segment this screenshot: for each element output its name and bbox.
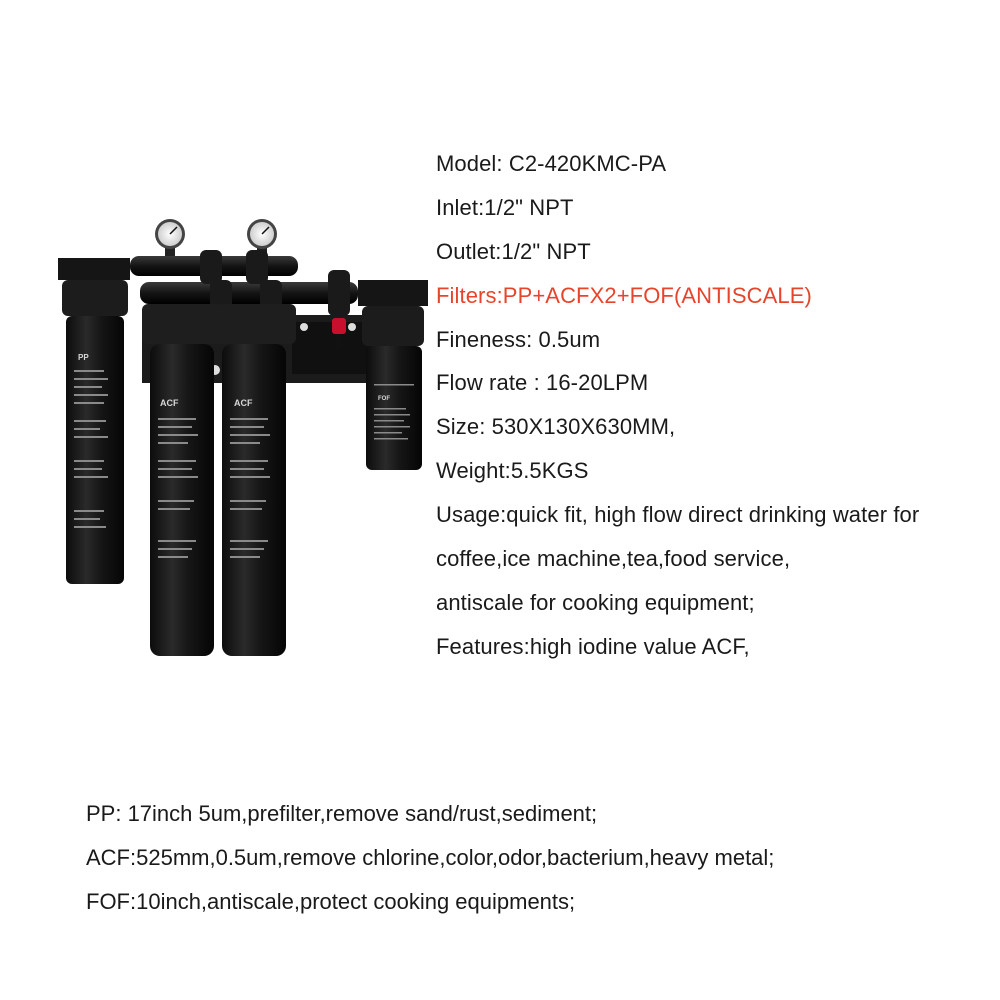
acf-label-2: ACF xyxy=(234,398,253,408)
spec-model: Model: C2-420KMC-PA xyxy=(436,151,667,176)
red-valve xyxy=(332,318,346,334)
fof-label: FOF xyxy=(378,396,390,402)
spec-outlet: Outlet:1/2" NPT xyxy=(436,238,591,264)
filter-notes xyxy=(86,792,986,924)
spec-usage-cont-2: antiscale for cooking equipment; xyxy=(436,589,755,615)
pp-cartridge xyxy=(58,258,130,584)
spec-size: Size: 530X130X630MM, xyxy=(436,414,676,440)
acf-label-1: ACF xyxy=(160,398,179,408)
pressure-gauge-left xyxy=(155,219,185,260)
acf-cartridge-2 xyxy=(216,304,296,656)
spec-weight: Weight:5.5KGS xyxy=(436,458,589,484)
spec-features: Features:high iodine value ACF, xyxy=(436,633,750,659)
spec-usage: Usage:quick fit, high flow direct drinking water for xyxy=(436,502,920,528)
spec-list xyxy=(436,142,996,669)
note-acf: ACF:525mm,0.5um,remove chlorine,color,odor,bacterium,heavy metal; xyxy=(86,845,775,870)
pp-label: PP xyxy=(78,353,89,362)
fof-cartridge xyxy=(358,280,428,470)
product-photo xyxy=(50,210,430,670)
spec-flow-rate: Flow rate : 16-20LPM xyxy=(436,370,649,396)
spec-fineness: Fineness: 0.5um xyxy=(436,326,601,352)
note-pp: PP: 17inch 5um,prefilter,remove sand/rust,sediment; xyxy=(86,801,598,826)
spec-usage-cont-1: coffee,ice machine,tea,food service, xyxy=(436,546,791,572)
note-fof: FOF:10inch,antiscale,protect cooking equipments; xyxy=(86,889,576,914)
acf-cartridge-1 xyxy=(142,304,222,656)
spec-inlet: Inlet:1/2" NPT xyxy=(436,194,574,220)
spec-filters: Filters:PP+ACFX2+FOF(ANTISCALE) xyxy=(436,282,812,308)
